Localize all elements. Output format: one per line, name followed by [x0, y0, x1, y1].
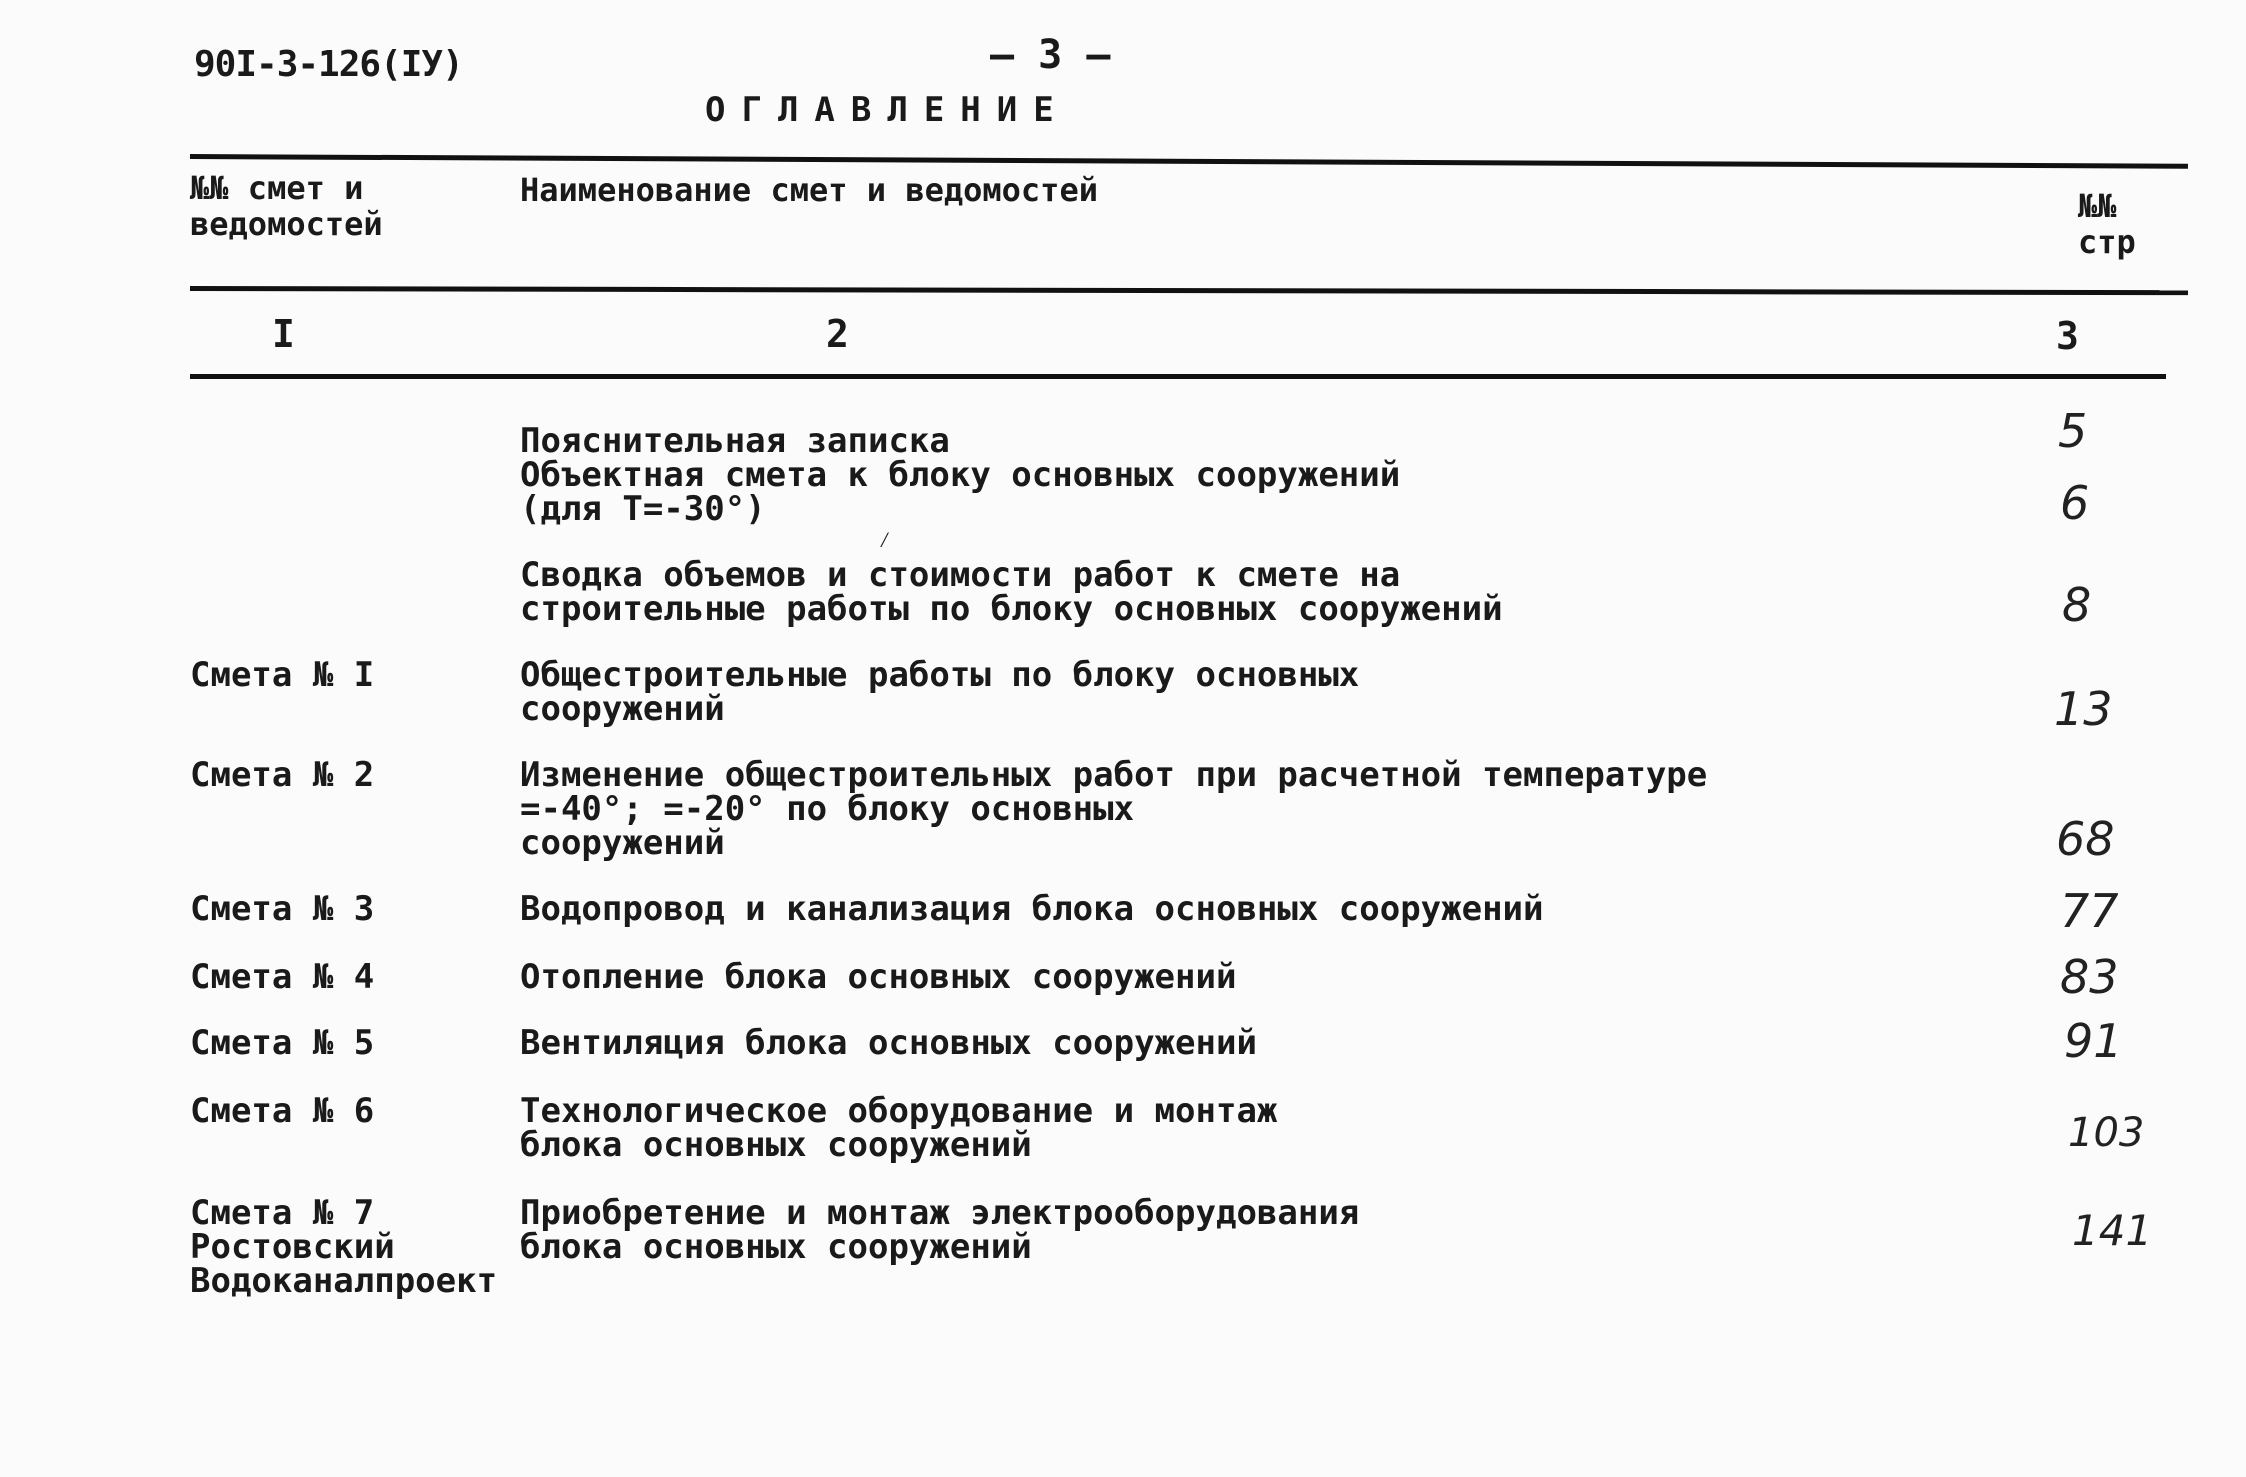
row-page: 68 [2056, 812, 2115, 866]
row-page: 77 [2060, 884, 2119, 938]
row-title: Водопровод и канализация блока основных сооружений [520, 889, 1544, 929]
row-page: 8 [2062, 578, 2092, 632]
row-code: Смета № 2 [190, 755, 375, 795]
row-page: 5 [2058, 404, 2088, 458]
row-page: 83 [2060, 950, 2119, 1004]
row-page: 13 [2054, 682, 2113, 736]
document-code: 90I-3-126(IУ) [194, 44, 463, 85]
row-page: 6 [2060, 476, 2090, 530]
stray-pencil-mark: ⁄ [878, 528, 892, 553]
row-title: Объектная смета к блоку основных сооружений (для Т=-30°) [520, 455, 1401, 529]
row-title: Вентиляция блока основных сооружений [520, 1023, 1257, 1063]
column-header-pages: №№ стр [2078, 187, 2136, 261]
row-code: Смета № 7 Ростовский Водоканалпроект [190, 1193, 498, 1301]
row-title: Технологическое оборудование и монтаж блока основных сооружений [520, 1091, 1278, 1165]
column-header-names: Наименование смет и ведомостей [520, 171, 1098, 209]
row-page: 141 [2072, 1206, 2153, 1255]
column-numbers-rule [190, 374, 2166, 379]
page-title: ОГЛАВЛЕНИЕ [705, 90, 1070, 130]
row-page: 103 [2068, 1110, 2145, 1156]
column-number-2: 2 [826, 312, 849, 356]
row-title: Пояснительная записка [520, 421, 950, 461]
page-number: – 3 – [990, 32, 1111, 78]
row-title: Приобретение и монтаж электрооборудования блока основных сооружений [520, 1193, 1360, 1267]
row-title: Отопление блока основных сооружений [520, 957, 1237, 997]
row-title: Сводка объемов и стоимости работ к смете на строительные работы по блоку основных сооружений [520, 555, 1503, 629]
column-header-codes: №№ смет и ведомостей [190, 169, 383, 243]
column-number-3: 3 [2056, 314, 2079, 358]
row-title: Общестроительные работы по блоку основных сооружений [520, 655, 1360, 729]
row-code: Смета № 5 [190, 1023, 375, 1063]
row-title: Изменение общестроительных работ при расчетной температуре =-40°; =-20° по блоку основных сооружений [520, 755, 1708, 863]
row-code: Смета № 6 [190, 1091, 375, 1131]
row-code: Смета № I [190, 655, 375, 695]
row-page: 91 [2064, 1014, 2123, 1068]
row-code: Смета № 3 [190, 889, 375, 929]
row-code: Смета № 4 [190, 957, 375, 997]
table-top-rule [190, 154, 2188, 169]
column-number-1: I [272, 312, 295, 356]
header-bottom-rule [190, 286, 2188, 295]
